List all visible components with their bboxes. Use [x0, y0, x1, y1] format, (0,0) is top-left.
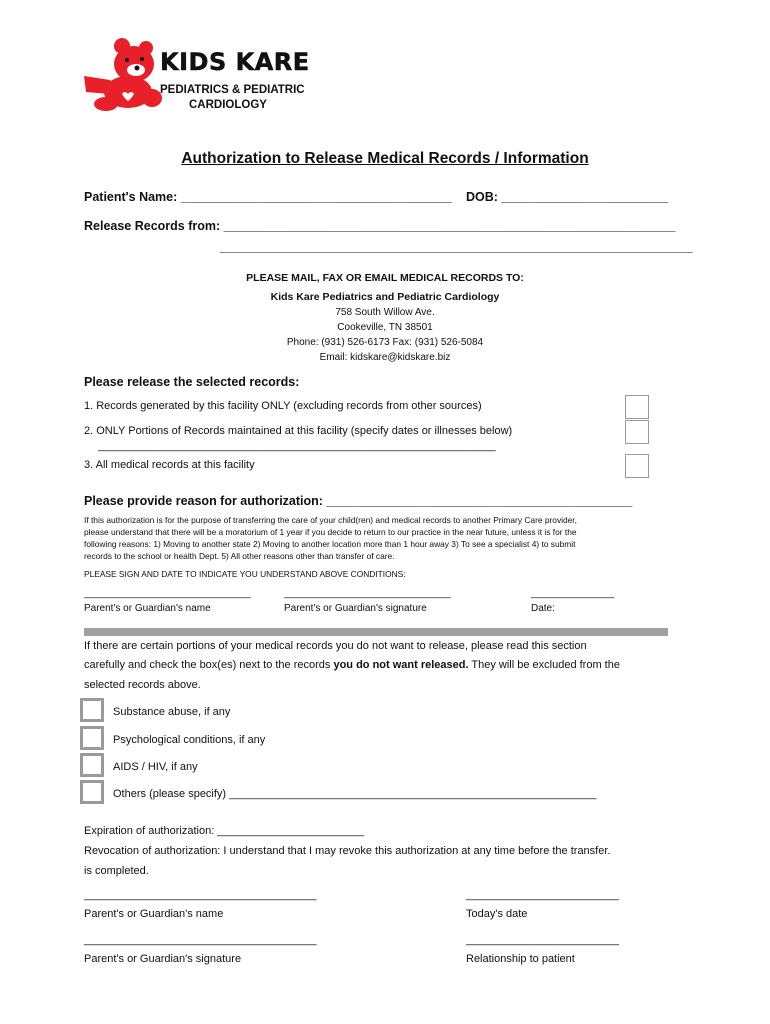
- exclude-intro-line2: [84, 659, 620, 671]
- exclude-intro-emphasis: you do not want released.: [333, 659, 469, 671]
- exclude-intro-text: carefully and check the box(es) next to the records: [84, 659, 334, 671]
- todays-date-line[interactable]: _________________________: [466, 889, 619, 901]
- logo-title: KIDS KARE: [160, 48, 310, 76]
- mail-organization: Kids Kare Pediatrics and Pediatric Cardiology: [270, 291, 500, 303]
- release-from-field[interactable]: Release Records from: _________________________________________________________________: [84, 219, 676, 233]
- relationship-line[interactable]: _________________________: [466, 934, 619, 946]
- records-option-3-checkbox[interactable]: [625, 454, 649, 478]
- exclude-others-field[interactable]: Others (please specify) ____________________________________________________________: [113, 788, 597, 800]
- guardian-signature-line-2[interactable]: ______________________________________: [84, 934, 317, 946]
- guardian-name-line[interactable]: ______________________________: [84, 588, 251, 599]
- records-option-1-checkbox[interactable]: [625, 395, 649, 419]
- reason-fine-print-4: records to the school or health Dept. 5) All other reasons other than transfer of care.: [84, 551, 395, 561]
- mail-heading: PLEASE MAIL, FAX OR EMAIL MEDICAL RECORDS TO:: [246, 272, 524, 284]
- dob-field[interactable]: DOB: ________________________: [466, 190, 669, 204]
- records-option-2-checkbox[interactable]: [625, 420, 649, 444]
- records-option-1: 1. Records generated by this facility ONLY (excluding records from other sources): [84, 400, 482, 412]
- guardian-signature-line[interactable]: ______________________________: [284, 588, 451, 599]
- exclude-psychological-label: Psychological conditions, if any: [113, 734, 266, 746]
- release-from-field-continued[interactable]: ____________________________________________________________________: [220, 240, 693, 254]
- todays-date-label: Today's date: [466, 908, 528, 920]
- guardian-signature-label-2: Parent's or Guardian's signature: [84, 953, 242, 965]
- records-option-2: 2. ONLY Portions of Records maintained at this facility (specify dates or illnesses below): [84, 425, 513, 437]
- revocation-text-line2: is completed.: [84, 865, 149, 877]
- exclude-psychological-checkbox[interactable]: [80, 726, 104, 750]
- section-divider: [84, 628, 668, 636]
- exclude-aids-hiv-label: AIDS / HIV, if any: [113, 761, 198, 773]
- records-heading: Please release the selected records:: [84, 375, 300, 389]
- exclude-intro-text-end: They will be excluded from the: [468, 659, 620, 671]
- reason-fine-print-2: please understand that there will be a moratorium of 1 year if you decide to return to our practice in the near future, unless it is for the: [84, 527, 577, 537]
- teddy-bear-logo-icon: [80, 36, 170, 112]
- mail-email: Email: kidskare@kidskare.biz: [319, 352, 451, 363]
- logo-subtitle-line1: PEDIATRICS & PEDIATRIC: [160, 84, 305, 96]
- records-option-2-specify-line[interactable]: _________________________________________________________________: [98, 440, 496, 452]
- exclude-intro-line3: selected records above.: [84, 679, 201, 691]
- exclude-substance-label: Substance abuse, if any: [113, 706, 231, 718]
- guardian-name-label-2: Parent's or Guardian's name: [84, 908, 224, 920]
- guardian-name-label: Parent's or Guardian's name: [84, 603, 211, 614]
- reason-fine-print-1: If this authorization is for the purpose of transferring the care of your child(ren) and medical records to another Primary Care provider,: [84, 515, 577, 525]
- mail-address-line2: Cookeville, TN 38501: [337, 322, 433, 333]
- mail-phone-fax: Phone: (931) 526-6173 Fax: (931) 526-5084: [286, 337, 484, 348]
- sign-note: PLEASE SIGN AND DATE TO INDICATE YOU UNDERSTAND ABOVE CONDITIONS:: [84, 569, 406, 579]
- records-option-3: 3. All medical records at this facility: [84, 459, 255, 471]
- revocation-text-line1: Revocation of authorization: I understand that I may revoke this authorization at any time before the transfer.: [84, 845, 611, 857]
- guardian-signature-label: Parent's or Guardian's signature: [284, 603, 427, 614]
- logo-subtitle-line2: CARDIOLOGY: [189, 99, 267, 111]
- guardian-name-line-2[interactable]: ______________________________________: [84, 889, 317, 901]
- patient-name-field[interactable]: Patient's Name: _______________________________________: [84, 190, 452, 204]
- exclude-substance-checkbox[interactable]: [80, 698, 104, 722]
- relationship-label: Relationship to patient: [466, 953, 575, 965]
- reason-heading[interactable]: Please provide reason for authorization: ____________________________________________: [84, 494, 633, 508]
- date-line[interactable]: _______________: [531, 588, 615, 599]
- date-label: Date:: [531, 603, 555, 614]
- expiration-field[interactable]: Expiration of authorization: ________________________: [84, 825, 365, 837]
- exclude-others-checkbox[interactable]: [80, 780, 104, 804]
- exclude-intro-line1: If there are certain portions of your medical records you do not want to release, please read this section: [84, 640, 587, 652]
- page-title: Authorization to Release Medical Records / Information: [181, 150, 589, 167]
- exclude-aids-hiv-checkbox[interactable]: [80, 753, 104, 777]
- mail-address-line1: 758 South Willow Ave.: [335, 307, 435, 318]
- reason-fine-print-3: following reasons: 1) Moving to another state 2) Moving to another location more than 1 hour away 3) To see a specialist 4) to submit: [84, 539, 576, 549]
